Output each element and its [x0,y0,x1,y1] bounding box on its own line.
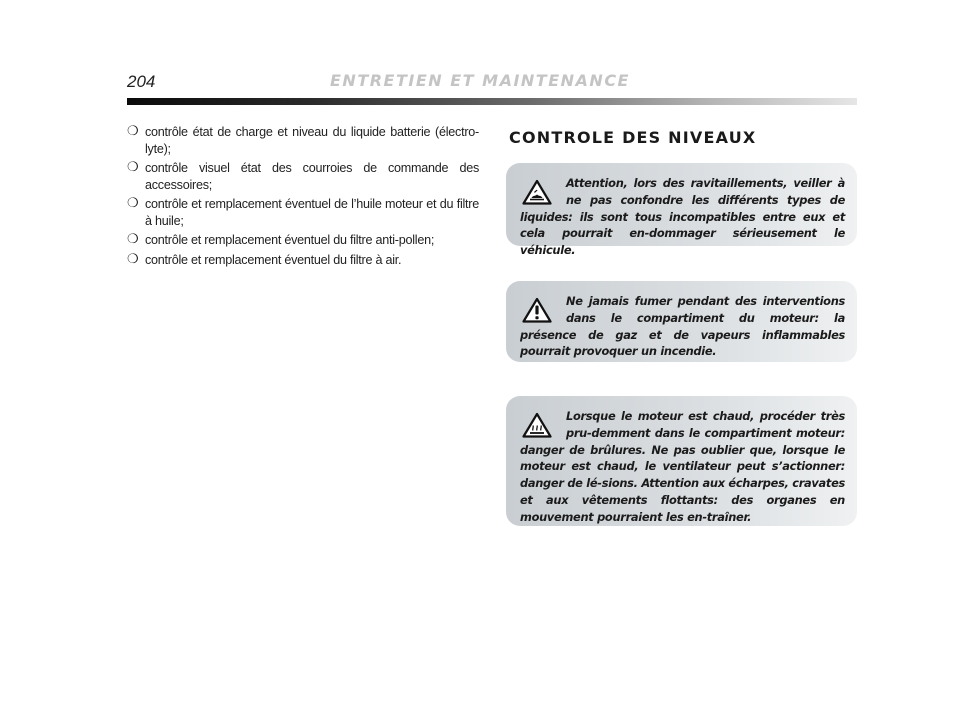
header-rule [127,98,857,105]
list-item-text: contrôle et remplacement éventuel du filtre à air. [145,252,402,267]
circle-bullet-icon: ❍ [127,250,139,266]
fluid-warning-icon [522,179,552,205]
warning-box-hot-engine [506,396,857,526]
list-item-text: contrôle visuel état des courroies de commande des accessoires; [145,161,479,192]
circle-bullet-icon: ❍ [127,123,139,138]
list-item-text: contrôle état de charge et niveau du liquide batterie (électro-lyte); [145,125,479,156]
list-item [127,196,479,229]
warning-box-fluids [506,163,857,258]
list-item [127,252,479,269]
warning-text: Ne jamais fumer pendant des interventions dans le compartiment du moteur: la présence de gaz et de vapeurs inflammables pourrait provoquer un incendie. [520,294,845,359]
list-item [127,124,479,157]
hot-surface-warning-icon [522,412,552,438]
warning-box-smoking [506,281,857,362]
circle-bullet-icon: ❍ [127,159,139,174]
circle-bullet-icon: ❍ [127,195,139,210]
page-number: 204 [127,72,156,91]
warning-text: Lorsque le moteur est chaud, procéder très pru-demment dans le compartiment moteur: danger de brûlures. Ne pas oublier que, lorsque le moteur est chaud, le ventilateur peut s’actionner: danger de lé-sions. Attention aux écharpes, cravates et aux vêtements flottants: des organes en mouvement pourraient les en-traîner. [520,409,845,524]
left-column [127,124,479,271]
running-title: ENTRETIEN ET MAINTENANCE [330,71,630,90]
list-item-text: contrôle et remplacement éventuel de l’huile moteur et du filtre à huile; [145,197,479,228]
maintenance-checklist [127,124,479,268]
circle-bullet-icon: ❍ [127,231,139,246]
exclamation-warning-icon [522,297,552,323]
list-item [127,160,479,193]
warning-text: Attention, lors des ravitaillements, veiller à ne pas confondre les différents types de liquides: ils sont tous incompatibles entre eux et cela pourrait en-dommager sérieusement le véhicule. [520,176,845,258]
list-item [127,232,479,249]
list-item-text: contrôle et remplacement éventuel du filtre anti-pollen; [145,233,435,247]
section-title: CONTROLE DES NIVEAUX [509,128,757,147]
